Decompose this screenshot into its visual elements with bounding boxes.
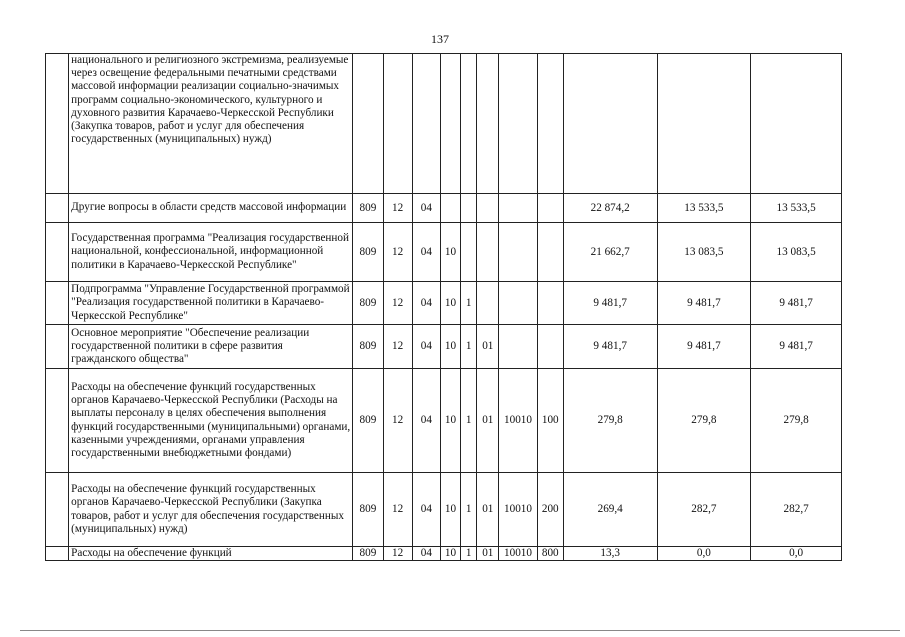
subsection-code-cell: 04 [412, 194, 440, 223]
program-code-cell [440, 194, 460, 223]
budget-table [45, 53, 842, 561]
amount-year2-cell [657, 54, 751, 194]
subsection-code-cell: 04 [412, 282, 440, 325]
item-name-cell: Другие вопросы в области средств массовой информации [69, 194, 353, 223]
row-number-cell [46, 194, 69, 223]
subsection-code-cell: 04 [412, 473, 440, 547]
row-number-cell [46, 325, 69, 369]
expense-type-cell: 800 [537, 547, 563, 561]
item-name-cell: Расходы на обеспечение функций государственных органов Карачаево-Черкесской Республики (Расходы на выплаты персоналу в целях обеспечения выполнения функций государственными (муниципальными) органами, казенными учреждениями, органами управления государственными внебюджетными фондами) [69, 369, 353, 473]
table-row [46, 547, 842, 561]
amount-year1-cell: 269,4 [563, 473, 657, 547]
table-body [46, 54, 842, 561]
ministry-code-cell: 809 [353, 369, 383, 473]
item-name-cell: Государственная программа "Реализация государственной национальной, конфессиональной, информационной политики в Карачаево-Черкесской Республике" [69, 223, 353, 282]
activity-code-cell [477, 282, 499, 325]
ministry-code-cell: 809 [353, 282, 383, 325]
amount-year3-cell: 279,8 [751, 369, 842, 473]
amount-year1-cell: 21 662,7 [563, 223, 657, 282]
section-code-cell: 12 [383, 282, 412, 325]
program-code-cell: 10 [440, 325, 460, 369]
item-name-cell: национального и религиозного экстремизма, реализуемые через освещение федеральными печатными средствами массовой информации реализации социально-значимых программ социально-экономического, культурного и духовного развития Карачаево-Черкесской Республики (Закупка товаров, работ и услуг для обеспечения государственных (муниципальных) нужд) [69, 54, 353, 194]
table-row [46, 473, 842, 547]
subprogram-code-cell: 1 [461, 325, 477, 369]
row-number-cell [46, 473, 69, 547]
subsection-code-cell: 04 [412, 547, 440, 561]
amount-year2-cell: 13 083,5 [657, 223, 751, 282]
direction-code-cell: 10010 [499, 547, 537, 561]
section-code-cell: 12 [383, 223, 412, 282]
amount-year2-cell: 9 481,7 [657, 325, 751, 369]
program-code-cell: 10 [440, 282, 460, 325]
subsection-code-cell [412, 54, 440, 194]
activity-code-cell: 01 [477, 547, 499, 561]
expense-type-cell: 200 [537, 473, 563, 547]
direction-code-cell [499, 282, 537, 325]
direction-code-cell [499, 54, 537, 194]
section-code-cell: 12 [383, 325, 412, 369]
activity-code-cell [477, 223, 499, 282]
table-row [46, 282, 842, 325]
ministry-code-cell: 809 [353, 194, 383, 223]
program-code-cell: 10 [440, 473, 460, 547]
row-number-cell [46, 282, 69, 325]
subsection-code-cell: 04 [412, 369, 440, 473]
table-row [46, 325, 842, 369]
amount-year2-cell: 9 481,7 [657, 282, 751, 325]
item-name-cell: Расходы на обеспечение функций [69, 547, 353, 561]
amount-year2-cell: 13 533,5 [657, 194, 751, 223]
direction-code-cell [499, 325, 537, 369]
section-code-cell: 12 [383, 473, 412, 547]
direction-code-cell: 10010 [499, 473, 537, 547]
amount-year3-cell: 13 533,5 [751, 194, 842, 223]
amount-year2-cell: 279,8 [657, 369, 751, 473]
program-code-cell: 10 [440, 547, 460, 561]
activity-code-cell [477, 194, 499, 223]
amount-year3-cell [751, 54, 842, 194]
amount-year1-cell: 22 874,2 [563, 194, 657, 223]
subprogram-code-cell: 1 [461, 369, 477, 473]
amount-year1-cell: 9 481,7 [563, 325, 657, 369]
expense-type-cell [537, 325, 563, 369]
subprogram-code-cell: 1 [461, 473, 477, 547]
row-number-cell [46, 369, 69, 473]
table-row [46, 54, 842, 194]
amount-year1-cell [563, 54, 657, 194]
section-code-cell: 12 [383, 547, 412, 561]
direction-code-cell [499, 194, 537, 223]
expense-type-cell [537, 54, 563, 194]
program-code-cell: 10 [440, 223, 460, 282]
activity-code-cell [477, 54, 499, 194]
section-code-cell [383, 54, 412, 194]
activity-code-cell: 01 [477, 473, 499, 547]
amount-year1-cell: 279,8 [563, 369, 657, 473]
ministry-code-cell: 809 [353, 547, 383, 561]
ministry-code-cell: 809 [353, 325, 383, 369]
section-code-cell: 12 [383, 194, 412, 223]
expense-type-cell [537, 223, 563, 282]
subprogram-code-cell [461, 194, 477, 223]
subprogram-code-cell: 1 [461, 282, 477, 325]
scan-edge-line [20, 630, 900, 631]
direction-code-cell [499, 223, 537, 282]
amount-year3-cell: 9 481,7 [751, 325, 842, 369]
expense-type-cell [537, 194, 563, 223]
table-row [46, 223, 842, 282]
section-code-cell: 12 [383, 369, 412, 473]
table-row [46, 194, 842, 223]
page-number: 137 [431, 32, 449, 46]
amount-year1-cell: 9 481,7 [563, 282, 657, 325]
amount-year1-cell: 13,3 [563, 547, 657, 561]
item-name-cell: Подпрограмма "Управление Государственной программой "Реализация государственной политики в Карачаево-Черкесской Республике" [69, 282, 353, 325]
row-number-cell [46, 547, 69, 561]
item-name-cell: Основное мероприятие "Обеспечение реализации государственной политики в сфере развития гражданского общества" [69, 325, 353, 369]
ministry-code-cell: 809 [353, 223, 383, 282]
ministry-code-cell [353, 54, 383, 194]
amount-year3-cell: 0,0 [751, 547, 842, 561]
ministry-code-cell: 809 [353, 473, 383, 547]
amount-year2-cell: 0,0 [657, 547, 751, 561]
amount-year2-cell: 282,7 [657, 473, 751, 547]
row-number-cell [46, 54, 69, 194]
program-code-cell [440, 54, 460, 194]
subprogram-code-cell [461, 223, 477, 282]
amount-year3-cell: 282,7 [751, 473, 842, 547]
subprogram-code-cell [461, 54, 477, 194]
subprogram-code-cell: 1 [461, 547, 477, 561]
amount-year3-cell: 13 083,5 [751, 223, 842, 282]
row-number-cell [46, 223, 69, 282]
subsection-code-cell: 04 [412, 223, 440, 282]
table-row [46, 369, 842, 473]
activity-code-cell: 01 [477, 369, 499, 473]
expense-type-cell: 100 [537, 369, 563, 473]
subsection-code-cell: 04 [412, 325, 440, 369]
direction-code-cell: 10010 [499, 369, 537, 473]
activity-code-cell: 01 [477, 325, 499, 369]
expense-type-cell [537, 282, 563, 325]
program-code-cell: 10 [440, 369, 460, 473]
item-name-cell: Расходы на обеспечение функций государственных органов Карачаево-Черкесской Республики (Закупка товаров, работ и услуг для обеспечения государственных (муниципальных) нужд) [69, 473, 353, 547]
amount-year3-cell: 9 481,7 [751, 282, 842, 325]
